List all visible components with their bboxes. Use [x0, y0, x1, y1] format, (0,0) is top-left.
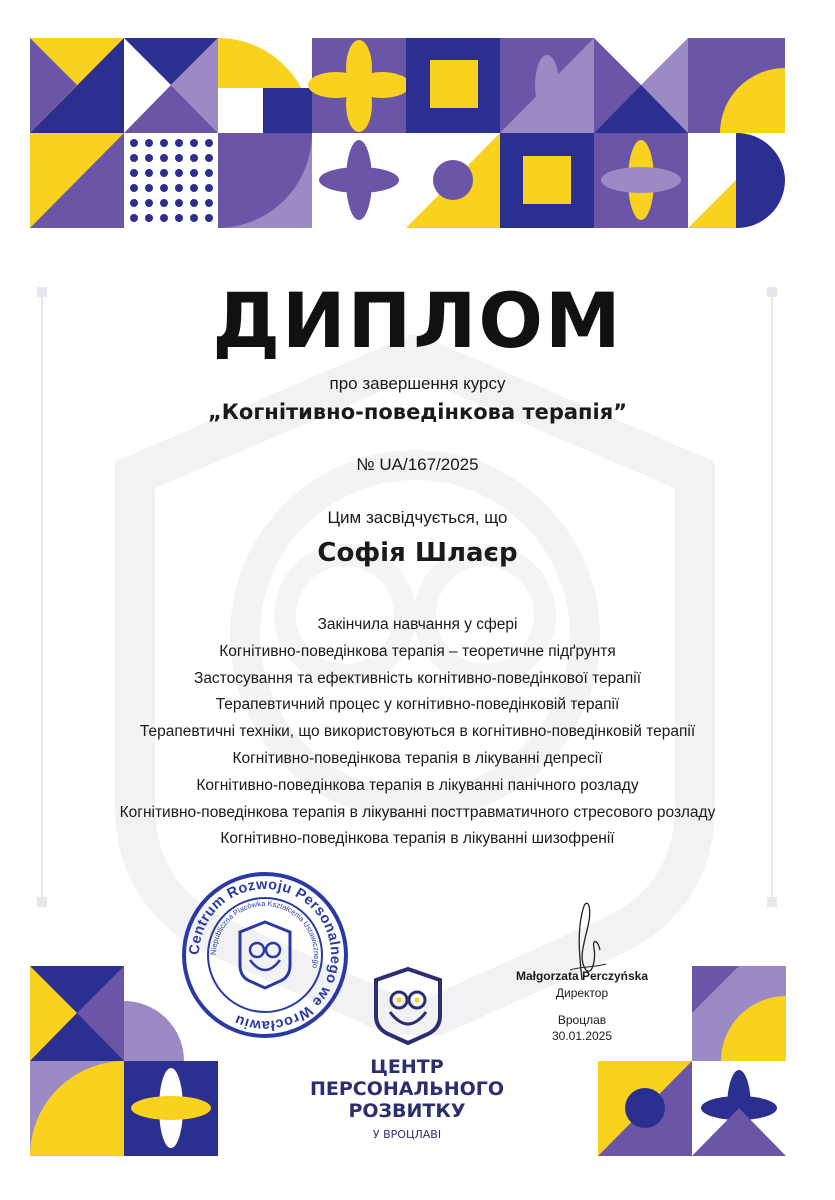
course-title: „Когнітивно-поведінкова терапія” — [207, 400, 628, 424]
logo-line-4: У ВРОЦЛАВІ — [372, 1128, 442, 1141]
pattern-tile — [688, 38, 785, 133]
module-item: Когнітивно-поведінкова терапія в лікуванні шизофренії — [220, 830, 615, 848]
diploma-subtitle: про завершення курсу — [329, 374, 506, 393]
round-stamp — [180, 870, 350, 1040]
certifies-text: Цим засвідчується, що — [327, 508, 508, 527]
pattern-tile — [308, 38, 410, 133]
completed-intro: Закінчила навчання у сфері — [317, 616, 518, 633]
logo-line-2: ПЕРСОНАЛЬНОГО — [309, 1078, 505, 1100]
pattern-tile — [406, 38, 500, 133]
pattern-tile — [30, 133, 124, 228]
pattern-tile — [500, 133, 594, 228]
diploma-title: ДИПЛОМ — [212, 276, 623, 365]
pattern-tile — [312, 133, 406, 228]
signer-name: Małgorzata Perczyńska — [515, 969, 649, 983]
sign-date: 30.01.2025 — [551, 1029, 613, 1043]
recipient-name: Софія Шлаєр — [317, 538, 518, 568]
stamp-owl-icon — [240, 922, 290, 988]
signer-role: Директор — [555, 986, 609, 1000]
stamp-outer-text: Centrum Rozwoju Personalnego we Wrocławiu — [186, 876, 344, 1034]
module-item: Когнітивно-поведінкова терапія – теоретичне підґрунтя — [219, 642, 616, 660]
pattern-tile — [218, 133, 312, 228]
dots-tile — [124, 133, 218, 228]
pattern-tile — [124, 38, 218, 133]
module-item: Когнітивно-поведінкова терапія в лікуванні депресії — [232, 749, 603, 767]
top-pattern-band — [30, 38, 785, 228]
diploma-number: № UA/167/2025 — [356, 455, 479, 474]
module-item: Терапевтичний процес у когнітивно-поведінковій терапії — [215, 696, 620, 714]
logo-line-1: ЦЕНТР — [370, 1056, 444, 1078]
pattern-tile — [594, 133, 688, 228]
frame-corner — [37, 897, 47, 907]
module-item: Когнітивно-поведінкова терапія в лікуванні панічного розладу — [196, 776, 639, 794]
sign-city: Вроцлав — [557, 1013, 607, 1027]
pattern-tile — [594, 38, 688, 133]
bottom-right-accent — [598, 1061, 692, 1156]
frame-corner — [767, 897, 777, 907]
bottom-right-pattern — [692, 966, 786, 1156]
pattern-tile — [406, 133, 500, 228]
svg-text:Niepubliczna Placówka Kształce — [209, 899, 321, 969]
module-list — [0, 612, 835, 853]
module-item: Терапевтичні техніки, що використовуються в когнітивно-поведінковій терапії — [139, 723, 696, 741]
pattern-tile — [30, 38, 124, 133]
pattern-tile — [218, 38, 312, 133]
module-item: Застосування та ефективність когнітивно-поведінкової терапії — [193, 669, 642, 687]
pattern-tile — [500, 38, 594, 133]
logo-owl-icon — [372, 966, 444, 1046]
pattern-tile — [688, 133, 785, 228]
module-item: Когнітивно-поведінкова терапія в лікуванні посттравматичного стресового розладу — [119, 803, 716, 821]
logo-line-3: РОЗВИТКУ — [348, 1100, 466, 1122]
stamp-inner-text: Niepubliczna Placówka Kształcenia Ustawicznego — [208, 898, 322, 970]
